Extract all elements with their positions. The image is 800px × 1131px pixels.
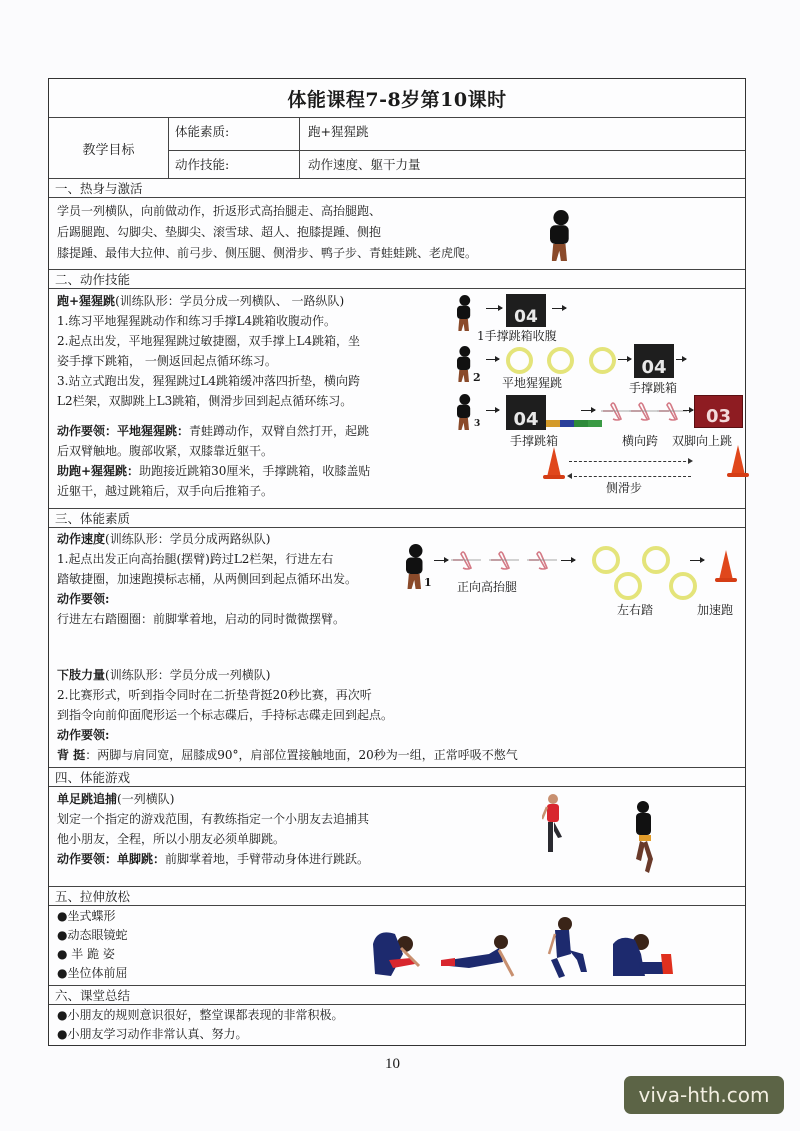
- text-line: 2.比赛形式，听到指令同时在二折垫背挺20秒比赛，再次听: [57, 688, 372, 702]
- text-line: 1.练习平地猩猩跳动作和练习手撑L4跳箱收腹动作。: [57, 314, 337, 328]
- game-formation: (一列横队): [117, 792, 175, 806]
- list-item: ●小朋友的规则意识很好，整堂课都表现的非常积极。: [57, 1008, 344, 1022]
- runner-icon: [457, 295, 471, 331]
- list-item: ●小朋友学习动作非常认真、努力。: [57, 1027, 248, 1041]
- goal-value: 跑+猩猩跳: [308, 124, 369, 139]
- key-points-text: 助跑接近跳箱30厘米，手撑跳箱，收膝盖贴: [139, 464, 371, 478]
- arrow-icon: [618, 359, 631, 360]
- goal-skill-row: [169, 151, 745, 178]
- text-line: 学员一列横队，向前做动作，折返形式高抬腿走、高抬腿跑、: [57, 204, 382, 218]
- running-child-image: [550, 210, 570, 261]
- red-jump-box-icon: 03: [694, 395, 743, 428]
- runner-icon: [457, 394, 471, 430]
- watermark-badge: viva-hth.com: [624, 1076, 784, 1114]
- text-line: L2栏架，双脚跳上L3跳箱，侧滑步回到起点循环练习。: [57, 394, 353, 408]
- dashed-arrow-right: [569, 461, 691, 462]
- hurdle-icon: [601, 401, 631, 423]
- key-points-label: 动作要领:: [57, 728, 110, 742]
- text-line: 膝提踵、最伟大拉伸、前弓步、侧压腿、侧滑步、鸭子步、青蛙蛙跳、老虎爬。: [57, 246, 478, 260]
- diagram-label: 加速跑: [697, 603, 734, 617]
- agility-ring-icon: [614, 572, 642, 600]
- hurdle-icon: [527, 550, 557, 572]
- game-body: [49, 787, 745, 887]
- agility-ring-icon: [669, 572, 697, 600]
- summary-list: [49, 1005, 745, 1047]
- section-heading-game: 四、体能游戏: [49, 768, 745, 787]
- section-heading-warmup: 一、热身与激活: [49, 179, 745, 198]
- key-points-label: 助跑+猩猩跳：: [57, 464, 140, 478]
- strength-formation: (训练队形：学员分成一列横队): [105, 668, 271, 682]
- runner-icon: [406, 544, 424, 589]
- warmup-body: [49, 198, 745, 270]
- hurdle-icon: [451, 550, 481, 572]
- page-title: 体能课程7-8岁第10课时: [49, 79, 745, 118]
- agility-ring-icon: [547, 347, 574, 374]
- section-heading-skills: 二、动作技能: [49, 270, 745, 289]
- speed-formation: (训练队形：学员分成两路纵队): [105, 532, 271, 546]
- diagram-label: 手撑跳箱: [510, 434, 559, 448]
- cone-icon: [547, 447, 561, 477]
- step-number: 2: [473, 371, 481, 384]
- hurdle-icon: [489, 550, 519, 572]
- arrow-icon: [434, 560, 448, 561]
- hopping-child-image: [542, 793, 564, 859]
- key-points-label: 动作要领:: [57, 592, 110, 606]
- warmup-text: [49, 198, 745, 267]
- text-line: 近躯干，越过跳箱后，双手向后推箱子。: [57, 484, 274, 498]
- text-line: 到指令向前仰面爬形运一个标志碟后，手持标志碟走回到起点。: [57, 708, 394, 722]
- skills-subtitle: (训练队形：学员分成一列横队、 一路纵队): [115, 294, 345, 308]
- runner-icon: [457, 346, 471, 382]
- skills-subtitle-bold: 跑+猩猩跳: [57, 294, 116, 308]
- section-heading-stretch: 五、拉伸放松: [49, 887, 745, 906]
- diagram-label: 1手撑跳箱收腹: [477, 329, 557, 343]
- diagram-label: 侧滑步: [606, 481, 643, 495]
- arrow-icon: [552, 308, 566, 309]
- text-line: 1.起点出发正向高抬腿(摆臂)跨过L2栏架，行进左右: [57, 552, 334, 566]
- back-bridge-text: ：两脚与肩同宽，屈膝成90°，肩部位置接触地面，20秒为一组，正常呼吸不憋气: [85, 748, 518, 762]
- stretch-body: [49, 906, 745, 986]
- goal-key: 体能素质:: [169, 118, 300, 150]
- agility-ring-icon: [589, 347, 616, 374]
- step-number: 1: [424, 576, 432, 589]
- text-line: 后双臂触地。腹部收紧，双膝靠近躯干。: [57, 444, 274, 458]
- arrow-icon: [561, 560, 575, 561]
- agility-ring-icon: [506, 347, 533, 374]
- list-item: ●坐位体前屈: [57, 966, 128, 980]
- text-line: 划定一个指定的游戏范围，有教练指定一个小朋友去追捕其: [57, 812, 370, 826]
- text-line: 他小朋友，全程，所以小朋友必须单脚跳。: [57, 832, 286, 846]
- cone-icon: [719, 550, 733, 580]
- arrow-icon: [690, 560, 704, 561]
- section-heading-fitness: 三、体能素质: [49, 509, 745, 528]
- arrow-icon: [683, 410, 693, 411]
- page-number: 10: [385, 1056, 400, 1072]
- diagram-label: 手撑跳箱: [629, 381, 678, 395]
- key-points-text: 前脚掌着地，手臂带动身体进行跳跃。: [165, 852, 370, 866]
- lesson-plan-table: [48, 78, 746, 1046]
- diagram-label: 双脚向上跳: [672, 434, 733, 448]
- text-line: 2.起点出发，平地猩猩跳过敏捷圈，双手撑上L4跳箱，坐: [57, 334, 361, 348]
- text-line: 3.站立式跑出发，猩猩跳过L4跳箱缓冲落四折垫，横向跨: [57, 374, 361, 388]
- arrow-icon: [581, 410, 595, 411]
- hurdle-icon: [629, 401, 659, 423]
- arrow-icon: [486, 410, 499, 411]
- back-bridge-label: 背 挺: [57, 748, 86, 762]
- skills-body: [49, 289, 745, 509]
- diagram-label: 左右踏: [617, 603, 654, 617]
- hurdle-icon: [657, 401, 687, 423]
- agility-ring-icon: [642, 546, 670, 574]
- jump-box-icon: 04: [506, 395, 546, 430]
- arrow-icon: [676, 359, 686, 360]
- fitness-body: [49, 528, 745, 768]
- skills-diagram: [449, 289, 747, 509]
- diagram-label: 平地猩猩跳: [502, 376, 563, 390]
- jump-box-icon: 04: [506, 294, 546, 327]
- game-title: 单足跳追捕: [57, 792, 118, 806]
- dashed-arrow-left: [569, 476, 691, 477]
- goal-value: 动作速度、躯干力量: [308, 157, 421, 172]
- agility-ring-icon: [592, 546, 620, 574]
- section-heading-summary: 六、课堂总结: [49, 986, 745, 1005]
- speed-diagram: [394, 528, 747, 628]
- teaching-goals-label: 教学目标: [49, 118, 169, 178]
- list-item: ●动态眼镜蛇: [57, 928, 128, 942]
- jump-box-icon: 04: [634, 344, 674, 378]
- teaching-goals-grid: [169, 118, 745, 178]
- goal-key: 动作技能:: [169, 151, 300, 178]
- running-child-image: [631, 801, 657, 877]
- key-points-label: 动作要领：单脚跳：: [57, 852, 166, 866]
- speed-title: 动作速度: [57, 532, 106, 546]
- text-line: 踏敏捷圈，加速跑摸标志桶，从两侧回到起点循环出发。: [57, 572, 358, 586]
- key-points-text: 青蛙蹲动作，双臂自然打开，起跳: [189, 424, 370, 438]
- list-item: ● 半 跪 姿: [57, 947, 115, 961]
- strength-title: 下肢力量: [57, 668, 106, 682]
- key-points-label: 动作要领：平地猩猩跳：: [57, 424, 190, 438]
- cone-icon: [731, 445, 745, 475]
- teaching-goals-row: [49, 118, 745, 179]
- text-line: 行进左右踏圈圈：前脚掌着地，启动的同时微微摆臂。: [57, 612, 346, 626]
- diagram-label: 正向高抬腿: [457, 580, 518, 594]
- summary-body: [49, 1005, 745, 1045]
- goal-fitness-row: [169, 118, 745, 151]
- text-line: 姿手撑下跳箱， 一侧返回起点循环练习。: [57, 354, 277, 368]
- arrow-icon: [486, 359, 499, 360]
- text-line: 后踢腿跑、勾脚尖、垫脚尖、滚雪球、超人、抱膝提踵、侧抱: [57, 225, 382, 239]
- step-number: 3: [474, 419, 481, 429]
- arrow-icon: [486, 308, 502, 309]
- list-item: ●坐式蝶形: [57, 909, 116, 923]
- diagram-label: 横向跨: [622, 434, 659, 448]
- stretching-children-image: [369, 914, 674, 982]
- folding-mat-icon: [546, 420, 602, 427]
